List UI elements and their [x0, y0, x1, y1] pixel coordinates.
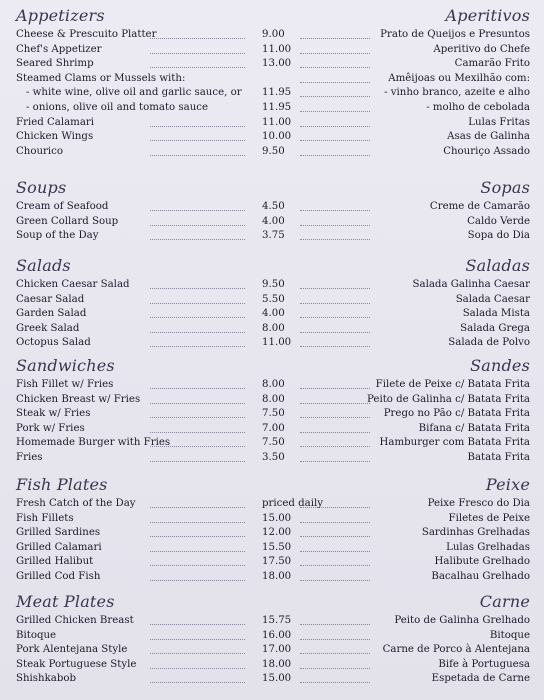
dotted-leader	[150, 668, 245, 669]
dotted-leader	[300, 239, 370, 240]
item-name-portuguese: Sopa do Dia	[467, 230, 530, 242]
menu-item-row	[0, 541, 544, 556]
dotted-leader	[150, 507, 245, 508]
dotted-leader	[150, 461, 245, 462]
dotted-leader	[300, 653, 370, 654]
item-name-english: Fresh Catch of the Day	[16, 498, 136, 509]
item-price: 13.00	[262, 58, 292, 70]
item-name-english: Steamed Clams or Mussels with:	[16, 72, 186, 84]
dotted-leader	[300, 388, 370, 389]
item-price: 15.00	[262, 673, 292, 685]
item-price: 3.50	[262, 451, 285, 463]
section-title-english: Salads	[16, 256, 71, 275]
dotted-leader	[300, 624, 370, 625]
section-sandwiches	[0, 356, 544, 466]
item-name-portuguese: - vinho branco, azeite e alho	[384, 87, 530, 99]
dotted-leader	[300, 461, 370, 462]
section-title-portuguese: Carne	[479, 592, 530, 611]
dotted-leader	[300, 140, 370, 141]
dotted-leader	[300, 522, 370, 523]
dotted-leader	[150, 639, 245, 640]
section-title-portuguese: Aperitivos	[445, 6, 530, 25]
item-price: 8.00	[262, 322, 285, 334]
item-price: 9.50	[262, 279, 285, 290]
dotted-leader	[150, 551, 245, 552]
item-price: 7.50	[262, 408, 285, 420]
dotted-leader	[150, 624, 245, 625]
item-name-portuguese: Bitoque	[489, 629, 530, 641]
section-title-english: Soups	[16, 178, 67, 197]
menu-item-row	[0, 72, 544, 87]
item-price: 11.00	[262, 337, 292, 349]
menu-item-row	[0, 57, 544, 72]
item-name-english: Cream of Seafood	[16, 201, 109, 212]
item-name-english: Shishkabob	[16, 673, 77, 685]
menu-item-row	[0, 200, 544, 215]
dotted-leader	[150, 38, 245, 39]
item-price: 4.50	[262, 201, 285, 212]
dotted-leader	[150, 225, 245, 226]
item-name-portuguese: Peito de Galinha Grelhado	[394, 615, 530, 626]
dotted-leader	[150, 417, 245, 418]
item-price: 15.75	[262, 615, 292, 626]
item-name-portuguese: Amêijoas ou Mexilhão com:	[388, 72, 530, 84]
dotted-leader	[150, 126, 245, 127]
menu-item-row	[0, 407, 544, 422]
menu-item-row	[0, 86, 544, 101]
menu-item-row	[0, 336, 544, 351]
section-header	[0, 6, 544, 28]
item-price: 18.00	[262, 570, 292, 582]
dotted-leader	[300, 96, 370, 97]
section-title-english: Appetizers	[16, 6, 105, 25]
section-header	[0, 475, 544, 497]
dotted-leader	[300, 668, 370, 669]
item-name-english: Pork Alentejana Style	[16, 644, 128, 656]
item-name-english: Fries	[16, 451, 43, 463]
menu-item-row	[0, 43, 544, 58]
section-header	[0, 256, 544, 278]
dotted-leader	[150, 239, 245, 240]
item-price: 11.00	[262, 43, 292, 55]
menu-item-row	[0, 293, 544, 308]
item-price: 17.50	[262, 556, 292, 568]
dotted-leader	[300, 210, 370, 211]
item-price: 12.00	[262, 527, 292, 539]
item-name-portuguese: Salada Grega	[460, 322, 530, 334]
menu-item-row	[0, 278, 544, 293]
dotted-leader	[300, 155, 370, 156]
item-price: 16.00	[262, 629, 292, 641]
section-fish-plates	[0, 475, 544, 585]
section-meat-plates	[0, 592, 544, 687]
dotted-leader	[300, 446, 370, 447]
item-name-portuguese: Prego no Pão c/ Batata Frita	[383, 408, 530, 420]
item-name-portuguese: Aperitivo do Chefe	[433, 43, 530, 55]
item-price: 8.00	[262, 379, 285, 390]
item-name-portuguese: Camarão Frito	[454, 58, 530, 70]
menu-item-row	[0, 116, 544, 131]
dotted-leader	[300, 67, 370, 68]
item-name-portuguese: Sardinhas Grelhadas	[421, 527, 530, 539]
dotted-leader	[300, 403, 370, 404]
menu-item-row	[0, 658, 544, 673]
dotted-leader	[150, 682, 245, 683]
section-title-english: Fish Plates	[16, 475, 108, 494]
dotted-leader	[150, 653, 245, 654]
item-price: 11.95	[262, 87, 292, 99]
item-name-english: Octopus Salad	[16, 337, 91, 349]
item-name-portuguese: Creme de Camarão	[429, 201, 530, 212]
menu-item-row	[0, 393, 544, 408]
item-name-portuguese: Salada de Polvo	[448, 337, 530, 349]
menu-item-row	[0, 643, 544, 658]
section-soups	[0, 178, 544, 244]
section-appetizers	[0, 6, 544, 159]
dotted-leader	[150, 303, 245, 304]
menu-item-row	[0, 307, 544, 322]
item-name-english: Grilled Chicken Breast	[16, 615, 134, 626]
item-name-english: Chourico	[16, 145, 64, 157]
dotted-leader	[150, 580, 245, 581]
item-name-portuguese: Lulas Fritas	[468, 116, 530, 128]
item-name-portuguese: Chouriço Assado	[443, 145, 530, 157]
menu-item-row	[0, 229, 544, 244]
menu-item-row	[0, 215, 544, 230]
dotted-leader	[300, 126, 370, 127]
item-name-portuguese: Batata Frita	[467, 451, 530, 463]
dotted-leader	[300, 111, 370, 112]
item-name-portuguese: Peito de Galinha c/ Batata Frita	[367, 393, 530, 405]
section-title-english: Sandwiches	[16, 356, 115, 375]
section-title-portuguese: Sandes	[470, 356, 530, 375]
section-title-portuguese: Saladas	[465, 256, 530, 275]
item-name-portuguese: Prato de Queijos e Presuntos	[380, 29, 530, 40]
section-header	[0, 592, 544, 614]
item-name-english: Homemade Burger with Fries	[16, 437, 171, 449]
item-name-english: Grilled Sardines	[16, 527, 101, 539]
menu-item-row	[0, 322, 544, 337]
item-price: 3.75	[262, 230, 285, 242]
item-name-english: Fish Fillet w/ Fries	[16, 379, 114, 390]
item-name-portuguese: Carne de Porco à Alentejana	[382, 644, 530, 656]
item-name-english: - white wine, olive oil and garlic sauce, or	[26, 87, 242, 99]
item-price: 5.50	[262, 293, 285, 305]
section-title-english: Meat Plates	[16, 592, 115, 611]
dotted-leader	[300, 565, 370, 566]
item-name-english: Chicken Caesar Salad	[16, 279, 130, 290]
item-name-portuguese: Filetes de Peixe	[448, 512, 530, 524]
item-price: 10.00	[262, 131, 292, 143]
menu-item-row	[0, 614, 544, 629]
item-name-portuguese: Salada Galinha Caesar	[412, 279, 530, 290]
menu-item-row	[0, 526, 544, 541]
item-price: 7.00	[262, 422, 285, 434]
item-name-english: Green Collard Soup	[16, 215, 119, 227]
section-title-portuguese: Sopas	[480, 178, 530, 197]
item-name-english: Grilled Calamari	[16, 541, 102, 553]
dotted-leader	[150, 403, 245, 404]
dotted-leader	[150, 317, 245, 318]
item-name-portuguese: Bifana c/ Batata Frita	[418, 422, 530, 434]
menu-item-row	[0, 570, 544, 585]
dotted-leader	[150, 332, 245, 333]
section-salads	[0, 256, 544, 351]
dotted-leader	[150, 155, 245, 156]
dotted-leader	[300, 346, 370, 347]
item-price: 11.00	[262, 116, 292, 128]
dotted-leader	[150, 432, 245, 433]
dotted-leader	[150, 53, 245, 54]
item-name-portuguese: Peixe Fresco do Dia	[427, 498, 530, 509]
item-name-portuguese: Hamburger com Batata Frita	[379, 437, 530, 449]
dotted-leader	[300, 417, 370, 418]
item-name-english: Fried Calamari	[16, 116, 95, 128]
item-name-english: Greek Salad	[16, 322, 80, 334]
item-price: 18.00	[262, 658, 292, 670]
item-name-portuguese: Lulas Grelhadas	[446, 541, 530, 553]
item-price: 9.00	[262, 29, 285, 40]
menu-item-row	[0, 497, 544, 512]
section-title-portuguese: Peixe	[485, 475, 530, 494]
dotted-leader	[150, 140, 245, 141]
dotted-leader	[300, 303, 370, 304]
item-name-english: Garden Salad	[16, 308, 87, 320]
item-price: 9.50	[262, 145, 285, 157]
dotted-leader	[150, 565, 245, 566]
item-price: 4.00	[262, 215, 285, 227]
item-price: priced daily	[262, 498, 324, 509]
dotted-leader	[150, 388, 245, 389]
section-header	[0, 356, 544, 378]
item-price: 15.50	[262, 541, 292, 553]
menu-item-row	[0, 422, 544, 437]
item-name-english: Steak Portuguese Style	[16, 658, 137, 670]
item-name-english: Soup of the Day	[16, 230, 99, 242]
dotted-leader	[300, 53, 370, 54]
item-name-portuguese: Asas de Galinha	[447, 131, 530, 143]
dotted-leader	[150, 210, 245, 211]
item-name-portuguese: Filete de Peixe c/ Batata Frita	[375, 379, 530, 390]
item-name-portuguese: Bacalhau Grelhado	[431, 570, 530, 582]
dotted-leader	[300, 332, 370, 333]
item-name-english: Bitoque	[16, 629, 57, 641]
dotted-leader	[300, 639, 370, 640]
item-name-portuguese: Bife à Portuguesa	[438, 658, 530, 670]
item-name-english: Seared Shrimp	[16, 58, 94, 70]
item-name-english: Grilled Cod Fish	[16, 570, 101, 582]
dotted-leader	[300, 580, 370, 581]
item-price: 11.95	[262, 101, 292, 113]
menu-item-row	[0, 512, 544, 527]
section-header	[0, 178, 544, 200]
menu-item-row	[0, 451, 544, 466]
item-name-english: Fish Fillets	[16, 512, 74, 524]
menu-item-row	[0, 436, 544, 451]
dotted-leader	[150, 67, 245, 68]
menu-item-row	[0, 145, 544, 160]
item-name-english: - onions, olive oil and tomato sauce	[26, 101, 209, 113]
menu-item-row	[0, 672, 544, 687]
dotted-leader	[300, 432, 370, 433]
dotted-leader	[300, 225, 370, 226]
dotted-leader	[300, 38, 370, 39]
dotted-leader	[300, 288, 370, 289]
dotted-leader	[300, 536, 370, 537]
dotted-leader	[300, 317, 370, 318]
menu-item-row	[0, 101, 544, 116]
menu-item-row	[0, 378, 544, 393]
item-name-english: Steak w/ Fries	[16, 408, 91, 420]
item-price: 8.00	[262, 393, 285, 405]
item-name-portuguese: Salada Mista	[462, 308, 530, 320]
dotted-leader	[300, 551, 370, 552]
menu-item-row	[0, 555, 544, 570]
item-name-english: Chicken Wings	[16, 131, 94, 143]
dotted-leader	[300, 682, 370, 683]
item-name-english: Chicken Breast w/ Fries	[16, 393, 141, 405]
item-name-portuguese: Salada Caesar	[455, 293, 530, 305]
menu-item-row	[0, 130, 544, 145]
menu-item-row	[0, 28, 544, 43]
menu-item-row	[0, 629, 544, 644]
dotted-leader	[150, 288, 245, 289]
item-price: 17.00	[262, 644, 292, 656]
item-name-portuguese: Caldo Verde	[467, 215, 530, 227]
item-name-english: Caesar Salad	[16, 293, 85, 305]
item-name-english: Pork w/ Fries	[16, 422, 85, 434]
dotted-leader	[300, 82, 370, 83]
item-name-english: Cheese & Prescuito Platter	[16, 29, 157, 40]
item-name-portuguese: Halibute Grelhado	[434, 556, 530, 568]
item-name-portuguese: Espetada de Carne	[431, 673, 530, 685]
dotted-leader	[150, 346, 245, 347]
item-name-portuguese: - molho de cebolada	[426, 101, 530, 113]
item-price: 4.00	[262, 308, 285, 320]
item-name-english: Chef's Appetizer	[16, 43, 102, 55]
item-price: 15.00	[262, 512, 292, 524]
dotted-leader	[150, 522, 245, 523]
item-name-english: Grilled Halibut	[16, 556, 94, 568]
dotted-leader	[150, 536, 245, 537]
item-price: 7.50	[262, 437, 285, 449]
